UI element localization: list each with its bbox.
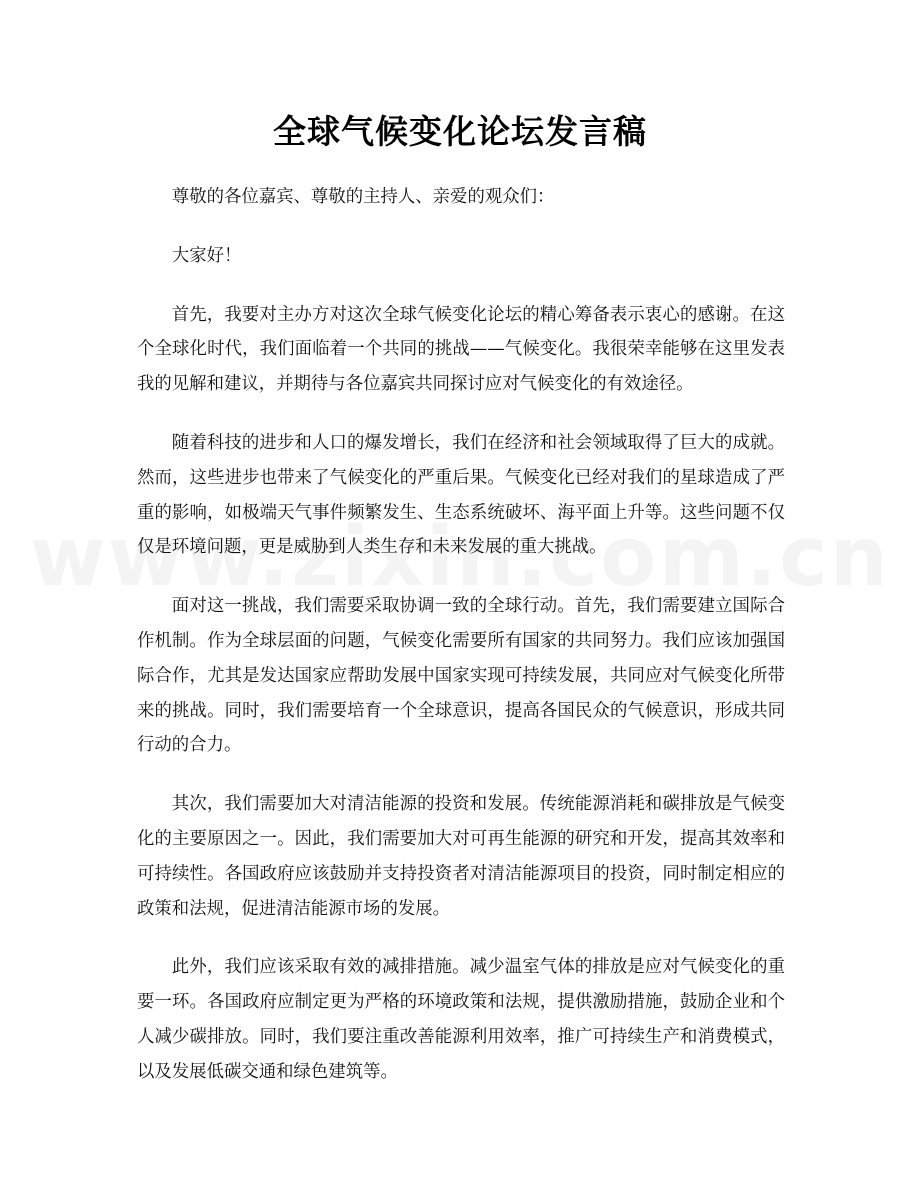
body-paragraph: 首先，我要对主办方对这次全球气候变化论坛的精心筹备表示衷心的感谢。在这个全球化时代，我们面临着一个共同的挑战——气候变化。我很荣幸能够在这里发表我的见解和建议，并期待与各位嘉宾共同探讨应对气候变化的有效途径。 xyxy=(137,304,785,395)
page-title: 全球气候变化论坛发言稿 xyxy=(273,112,647,151)
body-paragraph: 面对这一挑战，我们需要采取协调一致的全球行动。首先，我们需要建立国际合作机制。作为全球层面的问题，气候变化需要所有国家的共同努力。我们应该加强国际合作，尤其是发达国家应帮助发展中国家实现可持续发展，共同应对气候变化所带来的挑战。同时，我们需要培育一个全球意识，提高各国民众的气候意识，形成共同行动的合力。 xyxy=(137,596,785,756)
body-paragraph: 随着科技的进步和人口的爆发增长，我们在经济和社会领域取得了巨大的成就。然而，这些进步也带来了气候变化的严重后果。气候变化已经对我们的星球造成了严重的影响，如极端天气事件频繁发生、生态系统破坏、海平面上升等。这些问题不仅仅是环境问题，更是威胁到人类生存和未来发展的重大挑战。 xyxy=(137,432,785,558)
salutation-paragraph: 尊敬的各位嘉宾、尊敬的主持人、亲爱的观众们： xyxy=(171,187,555,207)
body-paragraph: 其次，我们需要加大对清洁能源的投资和发展。传统能源消耗和碳排放是气候变化的主要原因之一。因此，我们需要加大对可再生能源的研究和开发，提高其效率和可持续性。各国政府应该鼓励并支持投资者对清洁能源项目的投资，同时制定相应的政策和法规，促进清洁能源市场的发展。 xyxy=(137,794,785,919)
greeting-paragraph: 大家好！ xyxy=(171,245,242,266)
body-paragraph: 此外，我们应该采取有效的减排措施。减少温室气体的排放是应对气候变化的重要一环。各国政府应制定更为严格的环境政策和法规，提供激励措施，鼓励企业和个人减少碳排放。同时，我们要注重改善能源利用效率，推广可持续生产和消费模式，以及发展低碳交通和绿色建筑等。 xyxy=(137,957,785,1082)
document-body xyxy=(137,180,785,1114)
